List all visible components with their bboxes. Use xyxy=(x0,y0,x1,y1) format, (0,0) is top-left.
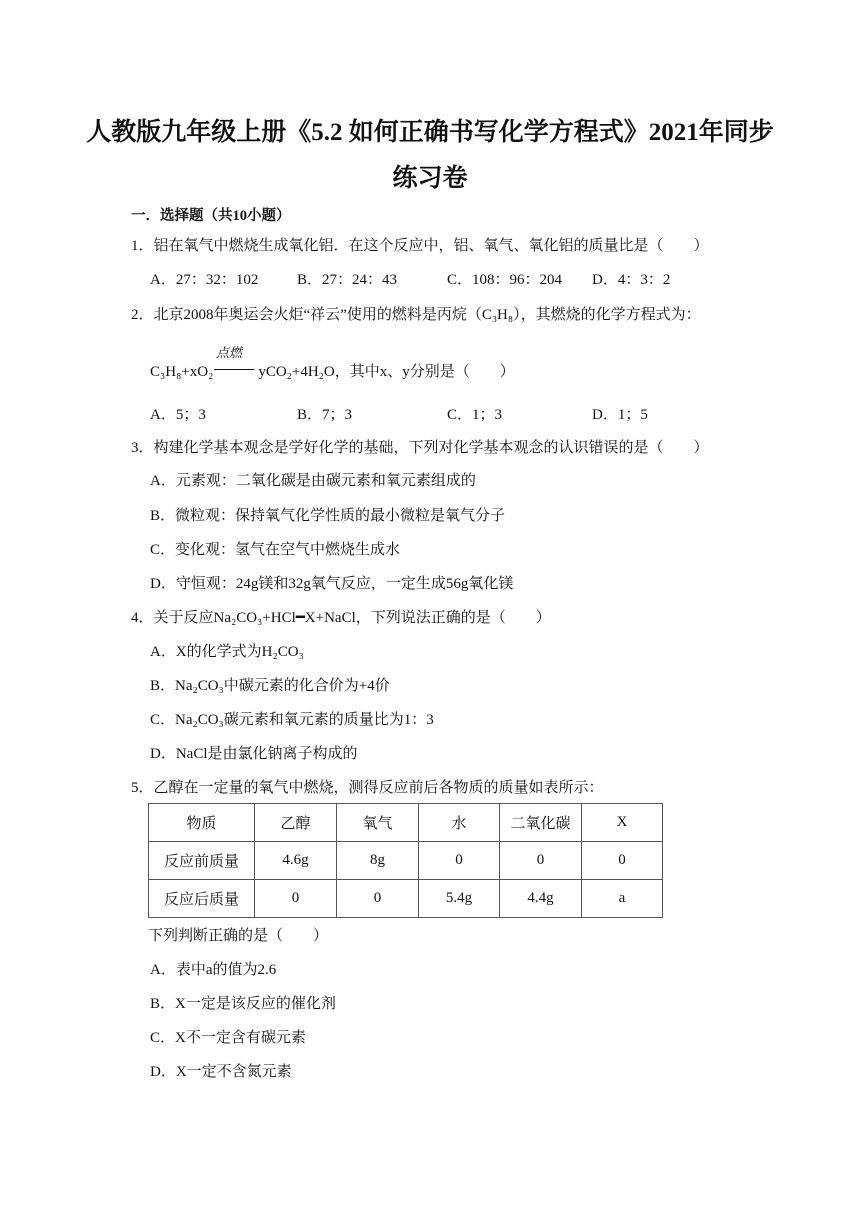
table-header-cell: 水 xyxy=(419,804,500,842)
q3-option-b[interactable]: B．微粒观：保持氧气化学性质的最小微粒是氧气分子 xyxy=(150,508,506,524)
doc-title-line2: 练习卷 xyxy=(392,165,468,192)
table-cell: a xyxy=(582,880,663,918)
q5-option-d[interactable]: D．X一定不含氮元素 xyxy=(150,1064,292,1080)
q3-option-a[interactable]: A．元素观：二氧化碳是由碳元素和氧元素组成的 xyxy=(150,473,476,489)
table-row xyxy=(149,842,663,880)
table-cell: 5.4g xyxy=(419,880,500,918)
q5-option-c[interactable]: C．X不一定含有碳元素 xyxy=(150,1030,306,1046)
table-cell: 4.6g xyxy=(255,842,337,880)
q5-option-b[interactable]: B．X一定是该反应的催化剂 xyxy=(150,996,336,1012)
q4-option-b[interactable]: B．Na₂CO₃中碳元素的化合价为+4价 xyxy=(150,678,390,694)
table-header-cell: 二氧化碳 xyxy=(500,804,582,842)
table-cell: 反应前质量 xyxy=(149,842,255,880)
table-header-cell: 乙醇 xyxy=(255,804,337,842)
q1-option-a[interactable]: A．27：32：102 xyxy=(150,272,259,288)
table-cell: 4.4g xyxy=(500,880,582,918)
table-cell: 0 xyxy=(582,842,663,880)
doc-title-line1: 人教版九年级上册《5.2 如何正确书写化学方程式》2021年同步 xyxy=(86,119,774,146)
table-header-row xyxy=(149,804,663,842)
table-header-cell: 物质 xyxy=(149,804,255,842)
q1-option-c[interactable]: C．108：96：204 xyxy=(447,272,563,288)
mass-table xyxy=(148,803,663,918)
reaction-condition: 点燃 xyxy=(216,345,243,360)
table-cell: 0 xyxy=(255,880,337,918)
q5-option-a[interactable]: A．表中a的值为2.6 xyxy=(150,962,277,978)
q3-stem: 3．构建化学基本观念是学好化学的基础，下列对化学基本观念的认识错误的是（ ） xyxy=(131,440,709,456)
table-cell: 8g xyxy=(337,842,419,880)
table-row xyxy=(149,880,663,918)
q5-stem: 5．乙醇在一定量的氧气中燃烧，测得反应前后各物质的质量如表所示： xyxy=(131,780,604,796)
table-header-cell: 氧气 xyxy=(337,804,419,842)
q4-option-d[interactable]: D．NaCl是由氯化钠离子构成的 xyxy=(150,746,358,762)
q1-option-d[interactable]: D．4：3：2 xyxy=(592,272,671,288)
table-cell: 0 xyxy=(419,842,500,880)
q4-option-c[interactable]: C．Na₂CO₃碳元素和氧元素的质量比为1：3 xyxy=(150,712,434,728)
q3-option-d[interactable]: D．守恒观：24g镁和32g氧气反应，一定生成56g氧化镁 xyxy=(150,576,514,592)
q2-option-d[interactable]: D．1；5 xyxy=(592,407,648,423)
q5-prompt: 下列判断正确的是（ ） xyxy=(148,928,329,944)
q1-stem: 1．铝在氧气中燃烧生成氧化铝．在这个反应中，铝、氧气、氧化铝的质量比是（ ） xyxy=(131,238,709,254)
table-cell: 0 xyxy=(337,880,419,918)
q2-stem: 2．北京2008年奥运会火炬“祥云”使用的燃料是丙烷（C₃H₈），其燃烧的化学方程式为： xyxy=(131,307,701,323)
q3-option-c[interactable]: C．变化观：氢气在空气中燃烧生成水 xyxy=(150,542,401,558)
q4-option-a[interactable]: A．X的化学式为H₂CO₃ xyxy=(150,644,304,660)
q1-option-b[interactable]: B．27：24：43 xyxy=(297,272,398,288)
section-heading: 一．选择题（共10小题） xyxy=(131,208,291,224)
q2-option-c[interactable]: C．1；3 xyxy=(447,407,503,423)
q2-equation: C₃H₈+xO₂ yCO₂+4H₂O，其中x、y分别是（ ） xyxy=(150,364,515,380)
q2-option-b[interactable]: B．7；3 xyxy=(297,407,353,423)
table-header-cell: X xyxy=(582,804,663,842)
table-cell: 反应后质量 xyxy=(149,880,255,918)
table-cell: 0 xyxy=(500,842,582,880)
q2-option-a[interactable]: A．5；3 xyxy=(150,407,206,423)
q4-stem: 4．关于反应Na₂CO₃+HCl━X+NaCl，下列说法正确的是（ ） xyxy=(131,610,551,626)
